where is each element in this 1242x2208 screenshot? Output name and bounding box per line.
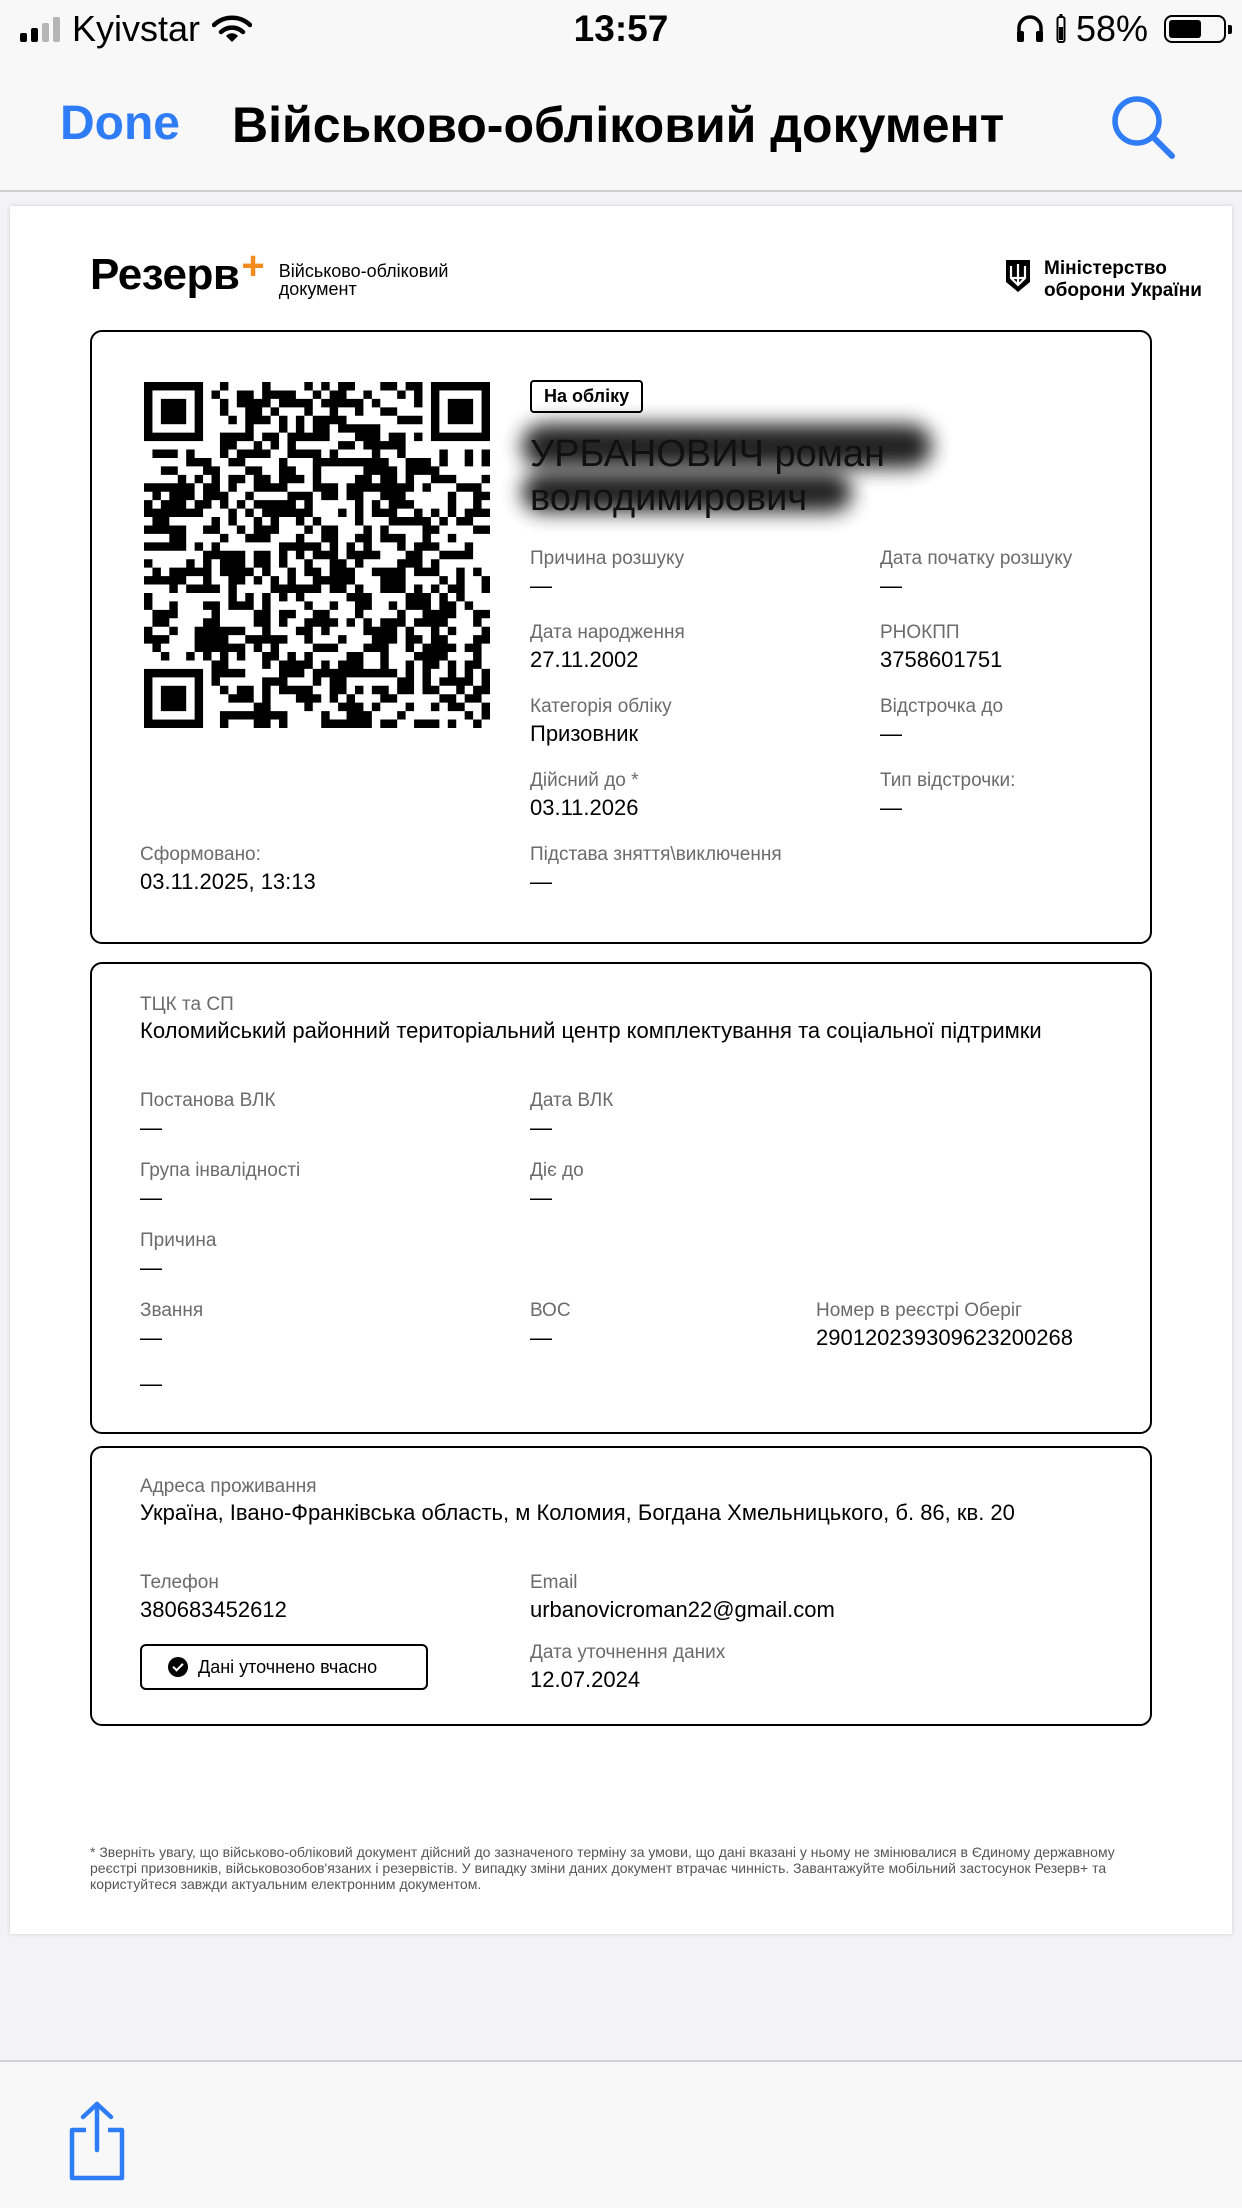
brand-plus: + [241, 244, 265, 288]
field-label: Звання [140, 1300, 204, 1321]
qr-code [144, 382, 490, 728]
field-value: 3758601751 [880, 647, 1003, 672]
tcc-card [90, 962, 1152, 1434]
field-label: Група інвалідності [140, 1160, 301, 1181]
field-vlk-decision [140, 1090, 276, 1142]
field-value: urbanovicroman22@gmail.com [530, 1597, 835, 1622]
ministry-name: Міністерство оборони України [1044, 258, 1202, 301]
name-redaction [522, 472, 852, 512]
carrier-name: Kyivstar [72, 8, 201, 49]
field-phone [140, 1572, 287, 1624]
field-deferral-until [880, 696, 1003, 748]
done-button[interactable]: Done [60, 97, 180, 150]
field-address [140, 1476, 1100, 1526]
field-label: Дата уточнення даних [530, 1642, 726, 1663]
field-label: Дата народження [530, 622, 685, 643]
field-rank [140, 1300, 203, 1352]
field-label: Причина розшуку [530, 548, 685, 569]
brand-subtitle: Військово-обліковий документ [278, 261, 449, 299]
field-label: Email [530, 1572, 578, 1593]
field-value: 03.11.2026 [530, 795, 639, 820]
field-label: Відстрочка до [880, 696, 1004, 717]
field-birth-date [530, 622, 685, 674]
field-label: Дата початку розшуку [880, 548, 1073, 569]
name-redaction [522, 424, 932, 468]
disclaimer-text: * Зверніть увагу, що військово-обліковий документ дійсний до зазначеного терміну за умови, що дані вказані у ньому не змінювалися в Єдиному державному реєстрі призовників, військовозобов'язаних і резервістів. У випадку зміни даних документ втрачає чинність. Завантажуйте мобільний застосунок Резерв+ та користуйтеся завжди актуальним електронним документом. [90, 1844, 1115, 1892]
navigation-bar [0, 62, 1242, 192]
field-reason [140, 1230, 216, 1282]
field-value: — [530, 573, 552, 598]
verified-label: Дані уточнено вчасно [198, 1656, 378, 1677]
qr-finder [144, 669, 203, 728]
field-rnokpp [880, 622, 1002, 674]
field-value: Україна, Івано-Франківська область, м Коломия, Богдана Хмельницького, б. 86, кв. 20 [140, 1500, 1015, 1525]
field-update-date [530, 1642, 725, 1694]
field-value: Коломийський районний територіальний центр комплектування та соціальної підтримки [140, 1018, 1042, 1043]
search-icon[interactable] [1108, 92, 1178, 162]
field-value: — [140, 1115, 162, 1140]
field-value: 380683452612 [140, 1597, 287, 1622]
field-label: Підстава зняття\виключення [530, 844, 782, 865]
share-icon[interactable] [64, 2100, 130, 2182]
battery-small-icon [1056, 14, 1066, 44]
field-label: Сформовано: [140, 844, 261, 865]
field-label: ВОС [530, 1300, 571, 1321]
field-value: — [880, 795, 902, 820]
qr-finder [144, 382, 203, 441]
field-label: Категорія обліку [530, 696, 672, 717]
field-value: — [530, 1325, 552, 1350]
field-valid-to [530, 1160, 584, 1212]
field-value: — [530, 1185, 552, 1210]
qr-finder [431, 382, 490, 441]
field-vlk-date [530, 1090, 613, 1142]
headphones-icon [1014, 13, 1046, 45]
bottom-toolbar [0, 2060, 1242, 2208]
field-oberig-number [816, 1300, 1073, 1352]
field-removal-basis [530, 844, 782, 896]
trident-icon [1004, 258, 1032, 294]
field-vos [530, 1300, 571, 1352]
contacts-card [90, 1446, 1152, 1726]
field-valid-until [530, 770, 639, 822]
status-bar [0, 0, 1242, 62]
field-value: 2901202393096232002​68 [816, 1325, 1073, 1350]
field-label: РНОКПП [880, 622, 960, 643]
field-disability-group [140, 1160, 300, 1212]
field-value: — [140, 1185, 162, 1210]
field-value: — [140, 1255, 162, 1280]
field-value: — [880, 721, 902, 746]
field-label: Причина [140, 1230, 217, 1251]
status-time: 13:57 [573, 8, 669, 49]
field-value: — [140, 1325, 162, 1350]
brand-name: Резерв [90, 250, 240, 299]
field-value: — [530, 869, 552, 894]
battery-icon [1164, 15, 1226, 43]
field-label: Діє до [530, 1160, 584, 1181]
identity-card [90, 330, 1152, 944]
field-tcc [140, 994, 1100, 1044]
field-label: Постанова ВЛК [140, 1090, 276, 1111]
battery-percent: 58% [1075, 8, 1148, 49]
field-label: Номер в реєстрі Оберіг [816, 1300, 1022, 1321]
status-right [1014, 8, 1226, 50]
brand-logo [90, 244, 489, 300]
field-email [530, 1572, 835, 1624]
field-value: Призовник [530, 721, 639, 746]
page-title: Військово-обліковий документ [232, 97, 1005, 153]
field-label: Тип відстрочки: [880, 770, 1016, 791]
field-category [530, 696, 672, 748]
field-value: — [530, 1115, 552, 1140]
field-label: Дата ВЛК [530, 1090, 614, 1111]
field-value: 12.07.2024 [530, 1667, 641, 1692]
field-value: 03.11.2025, 13:13 [140, 869, 316, 894]
field-search-reason [530, 548, 684, 600]
status-badge: На обліку [530, 380, 643, 413]
check-circle-icon [168, 1657, 188, 1677]
field-value: 27.11.2002 [530, 647, 639, 672]
field-label: Телефон [140, 1572, 219, 1593]
field-label: Адреса проживання [140, 1476, 317, 1497]
extra-value: — [140, 1371, 162, 1396]
ministry-logo [1004, 258, 1214, 302]
field-search-start [880, 548, 1072, 600]
field-deferral-type [880, 770, 1015, 822]
document-page[interactable] [10, 206, 1232, 1934]
field-value: — [880, 573, 902, 598]
field-generated [140, 844, 316, 896]
field-label: Дійсний до * [530, 770, 639, 791]
field-label: ТЦК та СП [140, 994, 234, 1015]
verified-badge [140, 1644, 428, 1690]
